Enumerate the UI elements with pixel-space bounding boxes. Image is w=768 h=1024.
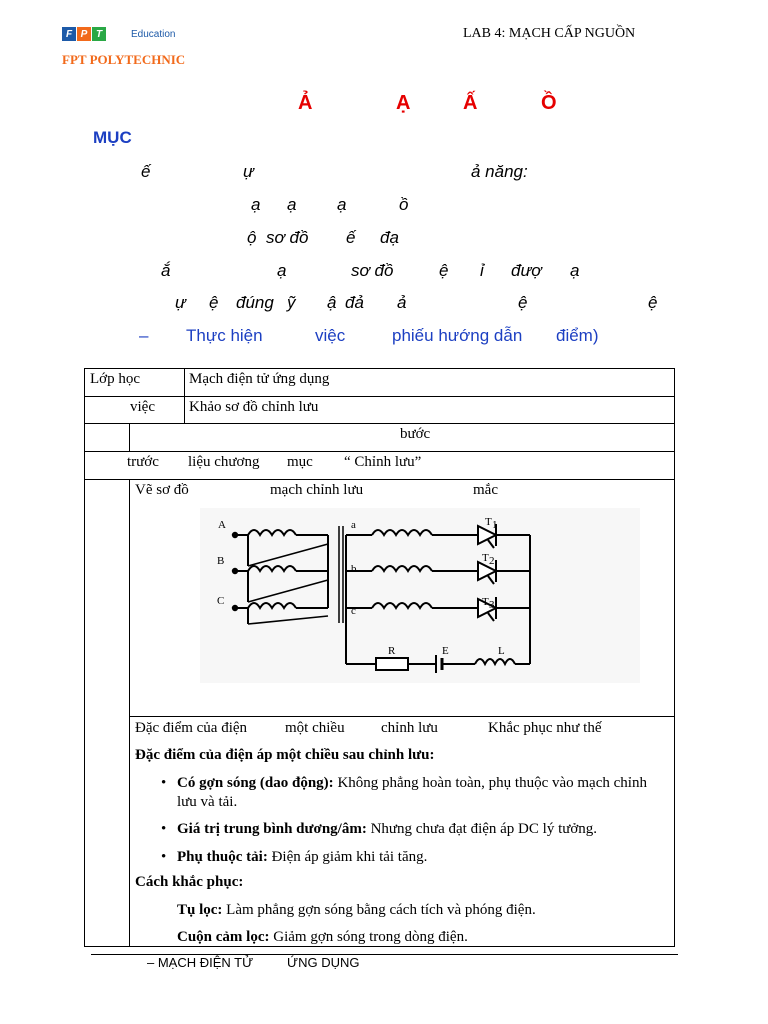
question-text: chỉnh lưu: [381, 720, 438, 736]
prep-text: mục: [287, 454, 313, 470]
objective-text: sơ đồ: [266, 228, 309, 247]
objective-text: ạ: [287, 195, 297, 214]
bullet-dot-icon: •: [161, 821, 167, 837]
objective-text: ỉ: [480, 261, 484, 280]
feature-title: Phụ thuộc tải:: [177, 849, 268, 865]
prep-text: trước: [127, 454, 159, 470]
objective-text: Thực hiện: [186, 326, 263, 345]
fix-text: Giảm gợn sóng trong dòng điện.: [269, 929, 468, 945]
feature-title: Có gợn sóng (dao động):: [177, 775, 334, 791]
objective-text: đạ: [380, 228, 399, 247]
logo-letter-p: P: [77, 27, 91, 41]
objective-text: ạ: [277, 261, 287, 280]
label-E: E: [442, 645, 449, 657]
label-T2-sub: 2: [489, 555, 495, 567]
fix-text: Làm phẳng gợn sóng bằng cách tích và phóng điện.: [222, 902, 536, 918]
class-label: Lớp học: [90, 371, 141, 387]
objective-text: sơ đồ: [351, 261, 394, 280]
question-text: Khắc phục như thế: [488, 720, 602, 736]
objectives-heading: MỤC: [93, 128, 132, 147]
objective-text: ả năng:: [471, 162, 528, 181]
fix-title: Cuộn cảm lọc:: [177, 929, 270, 945]
label-L: L: [498, 645, 505, 657]
fix-heading: Cách khắc phục:: [135, 874, 244, 890]
objective-text: ạ: [337, 195, 347, 214]
draw-instruction: Vẽ sơ đồ: [135, 482, 189, 498]
logo-education: Education: [131, 29, 176, 40]
feature-text: Nhưng chưa đạt điện áp DC lý tưởng.: [366, 821, 598, 837]
footer-text: – MẠCH ĐIỆN TỬ: [147, 955, 254, 970]
label-B: B: [217, 555, 225, 567]
objective-text: ế: [346, 228, 356, 247]
objective-text: ồ: [399, 195, 409, 214]
objective-text: ắ: [161, 261, 171, 280]
logo-polytechnic: FPT POLYTECHNIC: [62, 52, 186, 67]
label-T1-sub: 1: [492, 519, 498, 531]
objective-text: đả: [345, 293, 364, 312]
objective-text: việc: [315, 326, 346, 345]
objective-text: ỹ: [287, 293, 296, 312]
task-label: việc: [130, 399, 155, 415]
logo-letter-f: F: [62, 27, 76, 41]
feature-item: [161, 848, 667, 867]
objective-text: ự: [175, 293, 186, 312]
step-label: bước: [400, 426, 431, 442]
prep-text: liệu chương: [188, 454, 260, 470]
prep-text: “ Chỉnh lưu”: [344, 454, 422, 470]
label-R: R: [388, 645, 396, 657]
title-char: Ấ: [463, 92, 478, 114]
objective-text: ậ: [327, 293, 337, 312]
objective-text: ạ: [570, 261, 580, 280]
objective-text: ế: [141, 162, 151, 181]
title-char: Ả: [298, 92, 313, 114]
class-value: Mạch điện tử ứng dụng: [189, 371, 330, 387]
label-T3-sub: 3: [489, 599, 495, 611]
feature-text: Không phẳng hoàn toàn, phụ thuộc vào mạch chỉnh lưu và tải.: [177, 775, 647, 810]
objective-text: –: [139, 326, 149, 345]
objective-text: ệ: [518, 293, 528, 312]
question-text: một chiều: [285, 720, 345, 736]
label-a: a: [351, 519, 356, 531]
label-A: A: [218, 519, 226, 531]
logo-letter-t: T: [92, 27, 106, 41]
draw-instruction: mạch chỉnh lưu: [270, 482, 364, 498]
title-char: Ồ: [541, 92, 557, 114]
draw-instruction: mắc: [473, 482, 498, 498]
objective-text: phiếu hướng dẫn: [392, 326, 523, 345]
label-c: c: [351, 605, 356, 617]
objective-text: ộ: [247, 228, 257, 247]
task-value: Khảo sơ đồ chỉnh lưu: [189, 399, 319, 415]
footer-text: ỨNG DỤNG: [287, 955, 360, 970]
lab-title: LAB 4: MẠCH CẤP NGUỒN: [463, 26, 636, 41]
bullet-dot-icon: •: [161, 849, 167, 865]
label-T3: T: [482, 596, 489, 608]
bullet-dot-icon: •: [161, 775, 167, 791]
label-b: b: [351, 563, 357, 575]
fix-item: [177, 929, 468, 946]
rectifier-circuit-diagram: [200, 508, 640, 683]
label-T1: T: [485, 516, 492, 528]
objective-text: ệ: [209, 293, 219, 312]
question-text: Đặc điểm của điện: [135, 720, 248, 736]
features-heading: Đặc điểm của điện áp một chiều sau chỉnh lưu:: [135, 747, 435, 763]
objective-text: ả: [397, 293, 407, 312]
fix-title: Tụ lọc:: [177, 902, 223, 918]
label-C: C: [217, 595, 225, 607]
fpt-logo: [62, 27, 106, 41]
objective-text: ạ: [251, 195, 261, 214]
objective-text: ệ: [648, 293, 658, 312]
objective-text: đượ: [511, 261, 542, 280]
objective-text: đúng: [236, 293, 274, 312]
label-T2: T: [482, 552, 489, 564]
objective-text: ệ: [439, 261, 449, 280]
fix-item: [177, 902, 536, 919]
feature-item: [161, 774, 667, 812]
objective-text: điểm): [556, 326, 599, 345]
title-char: Ạ: [396, 92, 411, 114]
objective-text: ự: [243, 162, 254, 181]
feature-title: Giá trị trung bình dương/âm:: [177, 821, 367, 837]
feature-text: Điện áp giảm khi tải tăng.: [267, 849, 428, 865]
feature-item: [161, 820, 667, 839]
